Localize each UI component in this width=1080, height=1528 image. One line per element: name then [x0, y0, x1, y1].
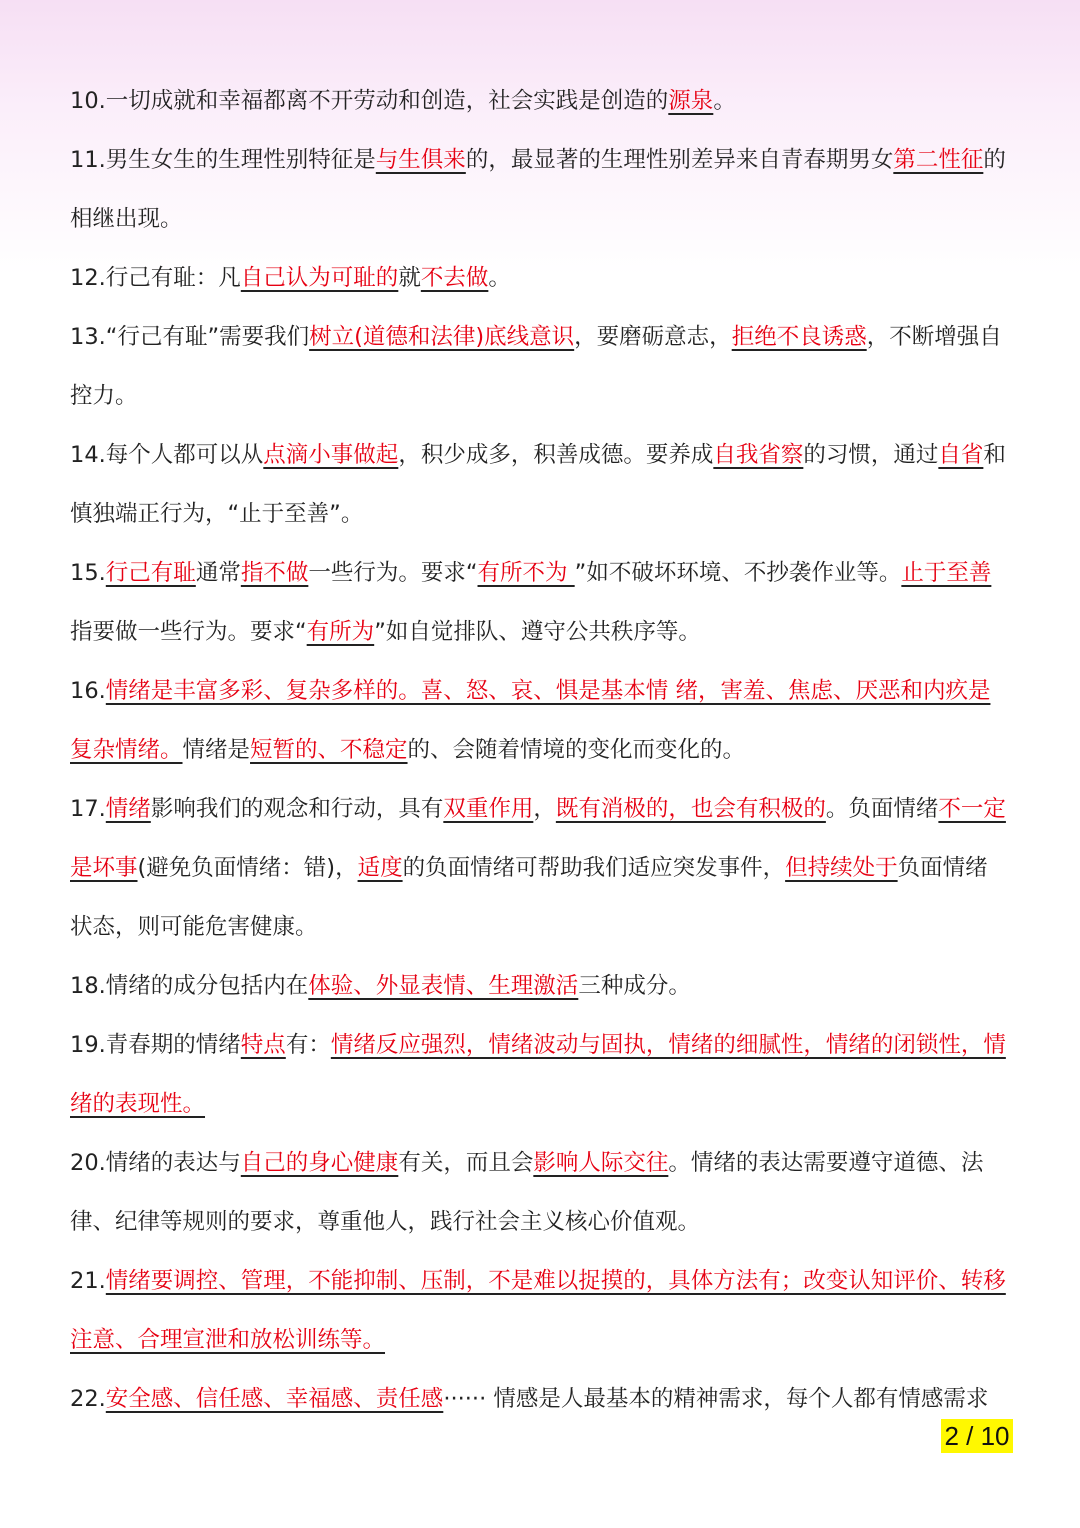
item-11-text: 的，最显著的生理性别差异来自青春期男女 — [465, 147, 894, 173]
item-10-answer: 源泉 — [668, 88, 714, 114]
item-12-text: 。 — [488, 265, 511, 291]
item-15-answer: 有所不为 — [477, 560, 575, 586]
item-19-text: 19.青春期的情绪 — [70, 1032, 241, 1058]
item-20-text: 20.情绪的表达与 — [70, 1150, 241, 1176]
item-21 — [70, 1252, 1010, 1370]
document-body — [70, 72, 1010, 1429]
item-14-answer: 自我省察 — [713, 442, 804, 468]
item-17-text: ， — [533, 796, 556, 822]
item-17-answer: 既有消极的，也会有积极的 — [555, 796, 826, 822]
item-17-answer: 双重作用 — [443, 796, 534, 822]
item-18-text: 三种成分。 — [578, 973, 691, 999]
item-18-answer: 体验、外显表情、生理激活 — [308, 973, 579, 999]
item-13 — [70, 308, 1010, 426]
item-17-text: 17. — [70, 796, 106, 822]
item-12 — [70, 249, 1010, 308]
item-13-text: ，不断增强自控力。 — [70, 324, 1002, 409]
item-14-text: 14.每个人都可以从 — [70, 442, 264, 468]
item-22-answer: 安全感、信任感、幸福感、责任感 — [105, 1386, 444, 1412]
item-14-text: ，积少成多，积善成德。要养成 — [398, 442, 714, 468]
item-17-answer: 但持续处于 — [785, 855, 898, 881]
item-17-answer: 适度 — [357, 855, 403, 881]
item-20-text: 有关，而且会 — [398, 1150, 534, 1176]
item-16-answer: 短暂的、不稳定 — [250, 737, 408, 763]
item-15-text: ”如自觉排队、遵守公共秩序等。 — [374, 619, 701, 645]
item-15-answer: 有所为 — [306, 619, 375, 645]
item-15-answer: 行己有耻 — [105, 560, 196, 586]
item-17-text: 影响我们的观念和行动，具有 — [150, 796, 444, 822]
item-18-text: 18.情绪的成分包括内在 — [70, 973, 309, 999]
item-11-answer: 与生俱来 — [375, 147, 466, 173]
item-15 — [70, 544, 1010, 662]
item-14-answer: 点滴小事做起 — [263, 442, 399, 468]
item-14-text: 和慎独端正行为，“止于至善”。 — [70, 442, 1006, 527]
item-20 — [70, 1134, 1010, 1252]
item-18 — [70, 957, 1010, 1016]
item-17-answer: 不一定是坏事 — [70, 796, 1006, 881]
item-22 — [70, 1370, 1010, 1429]
item-19-answer: 特点 — [240, 1032, 286, 1058]
item-17 — [70, 780, 1010, 957]
item-21-answer: 情绪要调控、管理，不能抑制、压制，不是难以捉摸的，具体方法有；改变认知评价、转移注意、合理宣泄和放松训练等。 — [70, 1268, 1006, 1353]
item-15-text: 15. — [70, 560, 106, 586]
item-15-text: 指要做一些行为。要求“ — [70, 619, 307, 645]
item-11-text: 的相继出现。 — [70, 147, 1006, 232]
item-20-answer: 自己的身心健康 — [240, 1150, 399, 1176]
item-17-text: 。负面情绪 — [825, 796, 939, 822]
item-16-text: 16. — [70, 678, 106, 704]
item-10-text: 。 — [713, 88, 736, 114]
item-14 — [70, 426, 1010, 544]
item-11-answer: 第二性征 — [893, 147, 984, 173]
page-indicator: 2 / 10 — [941, 1419, 1013, 1453]
item-15-answer: 止于至善 — [901, 560, 992, 586]
item-16-text: 的、会随着情境的变化而变化的。 — [407, 737, 746, 763]
item-13-answer: 树立(道德和法律)底线意识 — [309, 324, 575, 350]
item-10 — [70, 72, 1010, 131]
item-16-text: 情绪是 — [182, 737, 251, 763]
item-16 — [70, 662, 1010, 780]
item-17-text: (避免负面情绪：错)， — [137, 855, 358, 881]
item-19-answer: 情绪反应强烈，情绪波动与固执，情绪的细腻性，情绪的闭锁性，情绪的表现性。 — [70, 1032, 1006, 1117]
item-21-text: 21. — [70, 1268, 106, 1294]
item-15-text: 一些行为。要求“ — [308, 560, 478, 586]
item-13-text: ，要磨砺意志， — [574, 324, 732, 350]
item-20-answer: 影响人际交往 — [533, 1150, 669, 1176]
item-12-answer: 自己认为可耻的 — [240, 265, 399, 291]
item-13-answer: 拒绝不良诱惑 — [731, 324, 867, 350]
item-11-text: 11.男生女生的生理性别特征是 — [70, 147, 376, 173]
item-17-text: 负面情绪状态，则可能危害健康。 — [70, 855, 988, 940]
item-20-text: 。情绪的表达需要遵守道德、法律、纪律等规则的要求，尊重他人，践行社会主义核心价值观。 — [70, 1150, 984, 1235]
item-15-text: 通常 — [195, 560, 241, 586]
item-13-text: 13.“行己有耻”需要我们 — [70, 324, 310, 350]
item-16-answer: 情绪是丰富多彩、复杂多样的。喜、怒、哀、惧是基本情 绪，害羞、焦虑、厌恶和内疚是复杂情绪。 — [70, 678, 991, 763]
item-12-text: 12.行己有耻：凡 — [70, 265, 241, 291]
item-12-text: 就 — [398, 265, 421, 291]
item-14-text: 的习惯，通过 — [803, 442, 939, 468]
item-19-text: 有： — [285, 1032, 331, 1058]
item-11 — [70, 131, 1010, 249]
item-17-text: 的负面情绪可帮助我们适应突发事件， — [402, 855, 786, 881]
item-15-answer: 指不做 — [240, 560, 309, 586]
item-22-text: 22. — [70, 1386, 106, 1412]
item-10-text: 10.一切成就和幸福都离不开劳动和创造，社会实践是创造的 — [70, 88, 669, 114]
item-12-answer: 不去做 — [420, 265, 489, 291]
item-19 — [70, 1016, 1010, 1134]
item-15-text: ”如不破坏环境、不抄袭作业等。 — [574, 560, 902, 586]
item-17-answer: 情绪 — [105, 796, 151, 822]
item-22-text: ······ 情感是人最基本的精神需求，每个人都有情感需求 — [443, 1386, 989, 1412]
item-14-answer: 自省 — [938, 442, 984, 468]
